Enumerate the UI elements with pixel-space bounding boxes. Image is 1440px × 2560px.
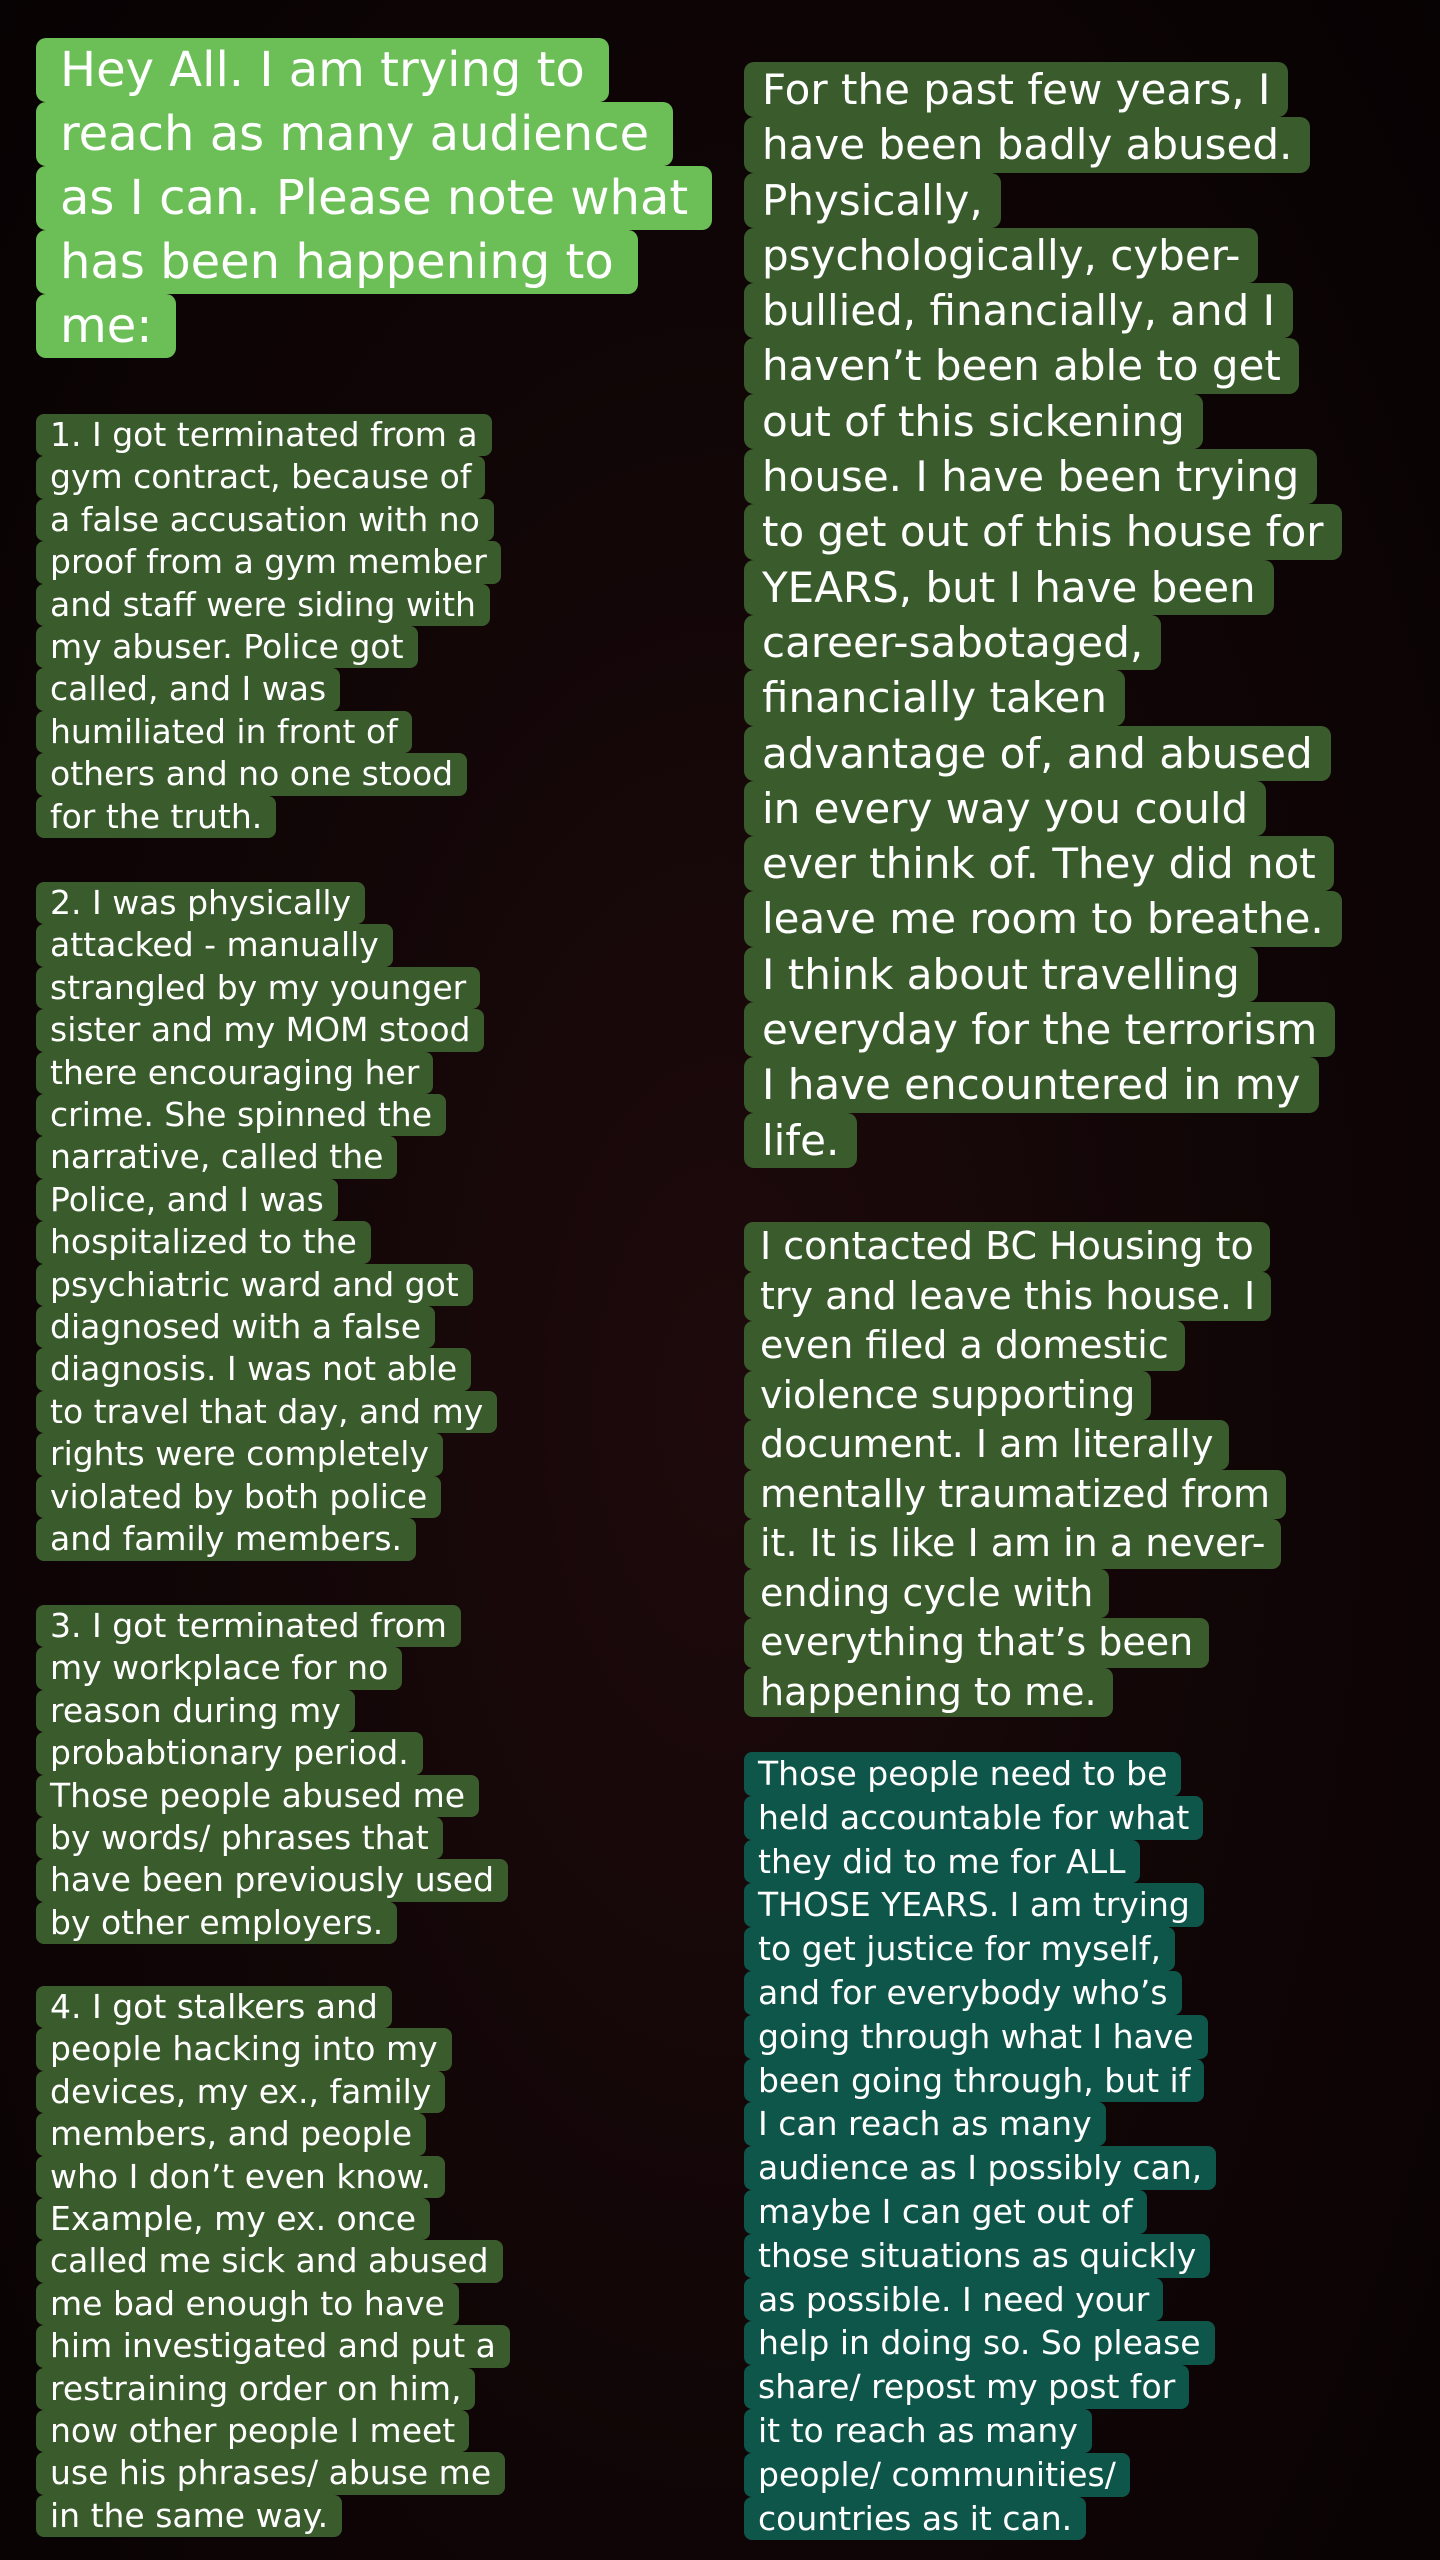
text-line: restraining order on him, [36,2368,475,2410]
item-4-text-block [36,1986,510,2537]
text-line: out of this sickening [744,394,1203,449]
text-line: me: [36,294,176,358]
text-line: I have encountered in my [744,1057,1319,1112]
text-line: as I can. Please note what [36,166,712,230]
text-line: devices, my ex., family [36,2071,445,2113]
text-line: everything that’s been [744,1618,1209,1668]
text-line: I can reach as many [744,2102,1106,2146]
text-line: hospitalized to the [36,1221,371,1263]
text-line: been going through, but if [744,2059,1204,2103]
text-line: crime. She spinned the [36,1094,446,1136]
text-line: audience as I possibly can, [744,2146,1216,2190]
text-line: my abuser. Police got [36,626,418,668]
text-line: 3. I got terminated from [36,1605,461,1647]
text-line: 1. I got terminated from a [36,414,492,456]
text-line: I contacted BC Housing to [744,1222,1270,1272]
accountability-text-block [744,1752,1216,2540]
text-line: happening to me. [744,1668,1113,1718]
text-line: they did to me for ALL [744,1840,1140,1884]
text-line: my workplace for no [36,1647,402,1689]
headline-text-block [36,38,712,358]
text-line: maybe I can get out of [744,2190,1147,2234]
text-line: to travel that day, and my [36,1391,497,1433]
text-line: and family members. [36,1518,416,1560]
text-line: has been happening to [36,230,638,294]
text-line: document. I am literally [744,1420,1229,1470]
text-line: even filed a domestic [744,1321,1185,1371]
text-line: 4. I got stalkers and [36,1986,392,2028]
text-line: Police, and I was [36,1179,338,1221]
text-line: share/ repost my post for [744,2365,1189,2409]
text-line: I think about travelling [744,947,1258,1002]
text-line: diagnosed with a false [36,1306,435,1348]
abuse-summary-text-block [744,62,1342,1168]
text-line: psychiatric ward and got [36,1264,473,1306]
text-line: to get justice for myself, [744,1927,1175,1971]
text-line: who I don’t even know. [36,2156,445,2198]
text-line: and staff were siding with [36,584,490,626]
text-line: haven’t been able to get [744,338,1299,393]
text-line: as possible. I need your [744,2278,1163,2322]
text-line: life. [744,1113,857,1168]
text-line: advantage of, and abused [744,726,1331,781]
text-line: him investigated and put a [36,2325,510,2367]
text-line: help in doing so. So please [744,2321,1215,2365]
text-line: sister and my MOM stood [36,1009,484,1051]
item-2-text-block [36,882,497,1561]
text-line: ending cycle with [744,1569,1109,1619]
text-line: violated by both police [36,1476,441,1518]
text-line: attacked - manually [36,924,393,966]
text-line: gym contract, because of [36,456,485,498]
text-line: by words/ phrases that [36,1817,443,1859]
text-line: Example, my ex. once [36,2198,430,2240]
text-line: house. I have been trying [744,449,1317,504]
text-line: in every way you could [744,781,1266,836]
text-line: YEARS, but I have been [744,560,1274,615]
text-line: it. It is like I am in a never- [744,1519,1281,1569]
text-line: probabtionary period. [36,1732,423,1774]
text-line: now other people I meet [36,2410,469,2452]
text-line: called me sick and abused [36,2240,503,2282]
text-line: there encouraging her [36,1052,433,1094]
text-line: everyday for the terrorism [744,1002,1335,1057]
text-line: those situations as quickly [744,2234,1210,2278]
text-line: in the same way. [36,2495,342,2537]
text-line: mentally traumatized from [744,1470,1286,1520]
text-line: have been badly abused. [744,117,1310,172]
text-line: use his phrases/ abuse me [36,2452,505,2494]
text-line: diagnosis. I was not able [36,1348,471,1390]
text-line: and for everybody who’s [744,1971,1182,2015]
text-line: Hey All. I am trying to [36,38,609,102]
text-line: proof from a gym member [36,541,501,583]
text-line: members, and people [36,2113,426,2155]
text-line: career-sabotaged, [744,615,1161,670]
item-1-text-block [36,414,501,838]
text-line: rights were completely [36,1433,443,1475]
text-line: strangled by my younger [36,967,480,1009]
text-line: Those people abused me [36,1775,479,1817]
text-line: people hacking into my [36,2028,452,2070]
text-line: try and leave this house. I [744,1272,1271,1322]
item-3-text-block [36,1605,508,1944]
text-line: bullied, financially, and I [744,283,1293,338]
text-line: have been previously used [36,1859,508,1901]
text-line: violence supporting [744,1371,1151,1421]
text-line: narrative, called the [36,1136,397,1178]
text-line: others and no one stood [36,753,467,795]
text-line: it to reach as many [744,2409,1092,2453]
text-line: countries as it can. [744,2497,1086,2541]
text-line: people/ communities/ [744,2453,1130,2497]
text-line: reach as many audience [36,102,673,166]
text-line: going through what I have [744,2015,1208,2059]
text-line: called, and I was [36,668,340,710]
text-line: Those people need to be [744,1752,1181,1796]
text-line: for the truth. [36,796,276,838]
text-line: leave me room to breathe. [744,891,1342,946]
text-line: to get out of this house for [744,504,1342,559]
bc-housing-text-block [744,1222,1286,1717]
text-line: humiliated in front of [36,711,412,753]
text-line: a false accusation with no [36,499,494,541]
text-line: psychologically, cyber- [744,228,1258,283]
text-line: For the past few years, I [744,62,1288,117]
text-line: me bad enough to have [36,2283,459,2325]
text-line: reason during my [36,1690,355,1732]
text-line: held accountable for what [744,1796,1203,1840]
text-line: 2. I was physically [36,882,365,924]
text-line: Physically, [744,173,1001,228]
text-line: THOSE YEARS. I am trying [744,1883,1204,1927]
text-line: by other employers. [36,1902,397,1944]
text-line: financially taken [744,670,1125,725]
text-line: ever think of. They did not [744,836,1334,891]
